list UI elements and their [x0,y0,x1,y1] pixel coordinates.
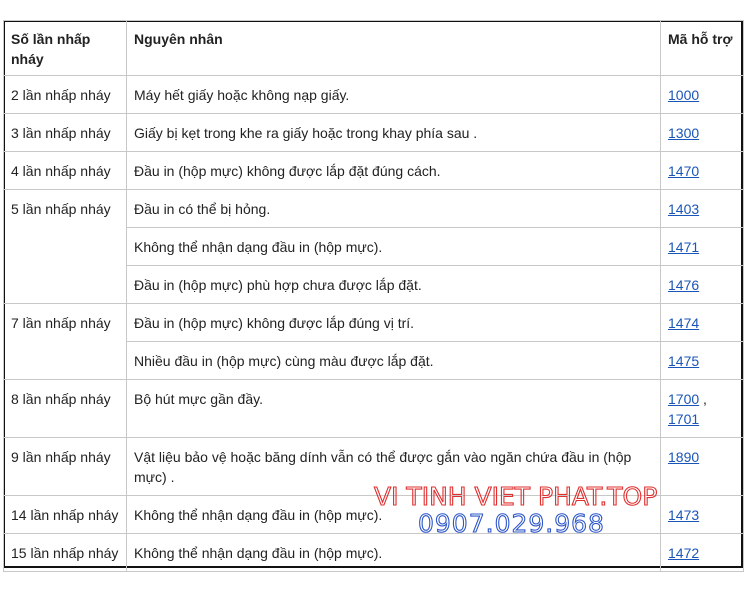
header-support-code: Mã hỗ trợ [661,21,744,76]
table-row [4,496,744,534]
support-code-cell [661,496,744,534]
support-code-link[interactable]: 1700 [668,391,700,407]
cause-cell: Không thể nhận dạng đầu in (hộp mực). [127,534,661,572]
support-code-link[interactable]: 1701 [668,411,700,427]
support-code-link[interactable]: 1300 [668,125,700,141]
support-code-cell [661,534,744,572]
support-code-cell [661,380,744,438]
support-code-link[interactable]: 1475 [668,353,700,369]
table-row [4,114,744,152]
header-blink-count: Số lần nhấp nháy [4,21,127,76]
cause-cell: Đầu in (hộp mực) phù hợp chưa được lắp đặt. [127,266,661,304]
blink-count-cell: 8 lần nhấp nháy [4,380,127,438]
cause-cell: Giấy bị kẹt trong khe ra giấy hoặc trong khay phía sau . [127,114,661,152]
support-code-cell [661,76,744,114]
table-row [4,76,744,114]
header-cause: Nguyên nhân [127,21,661,76]
table-row [4,304,744,342]
table-row [4,152,744,190]
blink-count-cell: 3 lần nhấp nháy [4,114,127,152]
support-code-cell [661,266,744,304]
cause-cell: Không thể nhận dạng đầu in (hộp mực). [127,496,661,534]
blink-count-cell: 4 lần nhấp nháy [4,152,127,190]
cause-cell: Nhiều đầu in (hộp mực) cùng màu được lắp đặt. [127,342,661,380]
table-row [4,534,744,572]
blink-count-cell: 5 lần nhấp nháy [4,190,127,304]
error-code-table-frame [3,20,743,568]
support-code-link[interactable]: 1476 [668,277,700,293]
support-code-cell [661,342,744,380]
support-code-cell [661,438,744,496]
table-row [4,438,744,496]
support-code-cell [661,114,744,152]
support-code-link[interactable]: 1472 [668,545,700,561]
support-code-cell [661,152,744,190]
blink-count-cell: 2 lần nhấp nháy [4,76,127,114]
support-code-link[interactable]: 1403 [668,201,700,217]
support-code-link[interactable]: 1471 [668,239,700,255]
blink-count-cell: 15 lần nhấp nháy [4,534,127,572]
blink-count-cell: 7 lần nhấp nháy [4,304,127,380]
support-code-link[interactable]: 1473 [668,507,700,523]
code-separator: , [699,391,707,407]
blink-count-cell: 9 lần nhấp nháy [4,438,127,496]
cause-cell: Đầu in (hộp mực) không được lắp đúng vị trí. [127,304,661,342]
support-code-link[interactable]: 1890 [668,449,700,465]
support-code-cell [661,304,744,342]
support-code-cell [661,228,744,266]
support-code-cell [661,190,744,228]
support-code-link[interactable]: 1470 [668,163,700,179]
cause-cell: Đầu in có thể bị hỏng. [127,190,661,228]
cause-cell: Đầu in (hộp mực) không được lắp đặt đúng cách. [127,152,661,190]
support-code-link[interactable]: 1000 [668,87,700,103]
error-code-table [3,20,744,572]
cause-cell: Bộ hút mực gần đầy. [127,380,661,438]
table-header-row [4,21,744,76]
support-code-link[interactable]: 1474 [668,315,700,331]
cause-cell: Máy hết giấy hoặc không nạp giấy. [127,76,661,114]
blink-count-cell: 14 lần nhấp nháy [4,496,127,534]
table-row [4,190,744,228]
cause-cell: Không thể nhận dạng đầu in (hộp mực). [127,228,661,266]
cause-cell: Vật liệu bảo vệ hoặc băng dính vẫn có thể được gắn vào ngăn chứa đầu in (hộp mực) . [127,438,661,496]
table-row [4,380,744,438]
